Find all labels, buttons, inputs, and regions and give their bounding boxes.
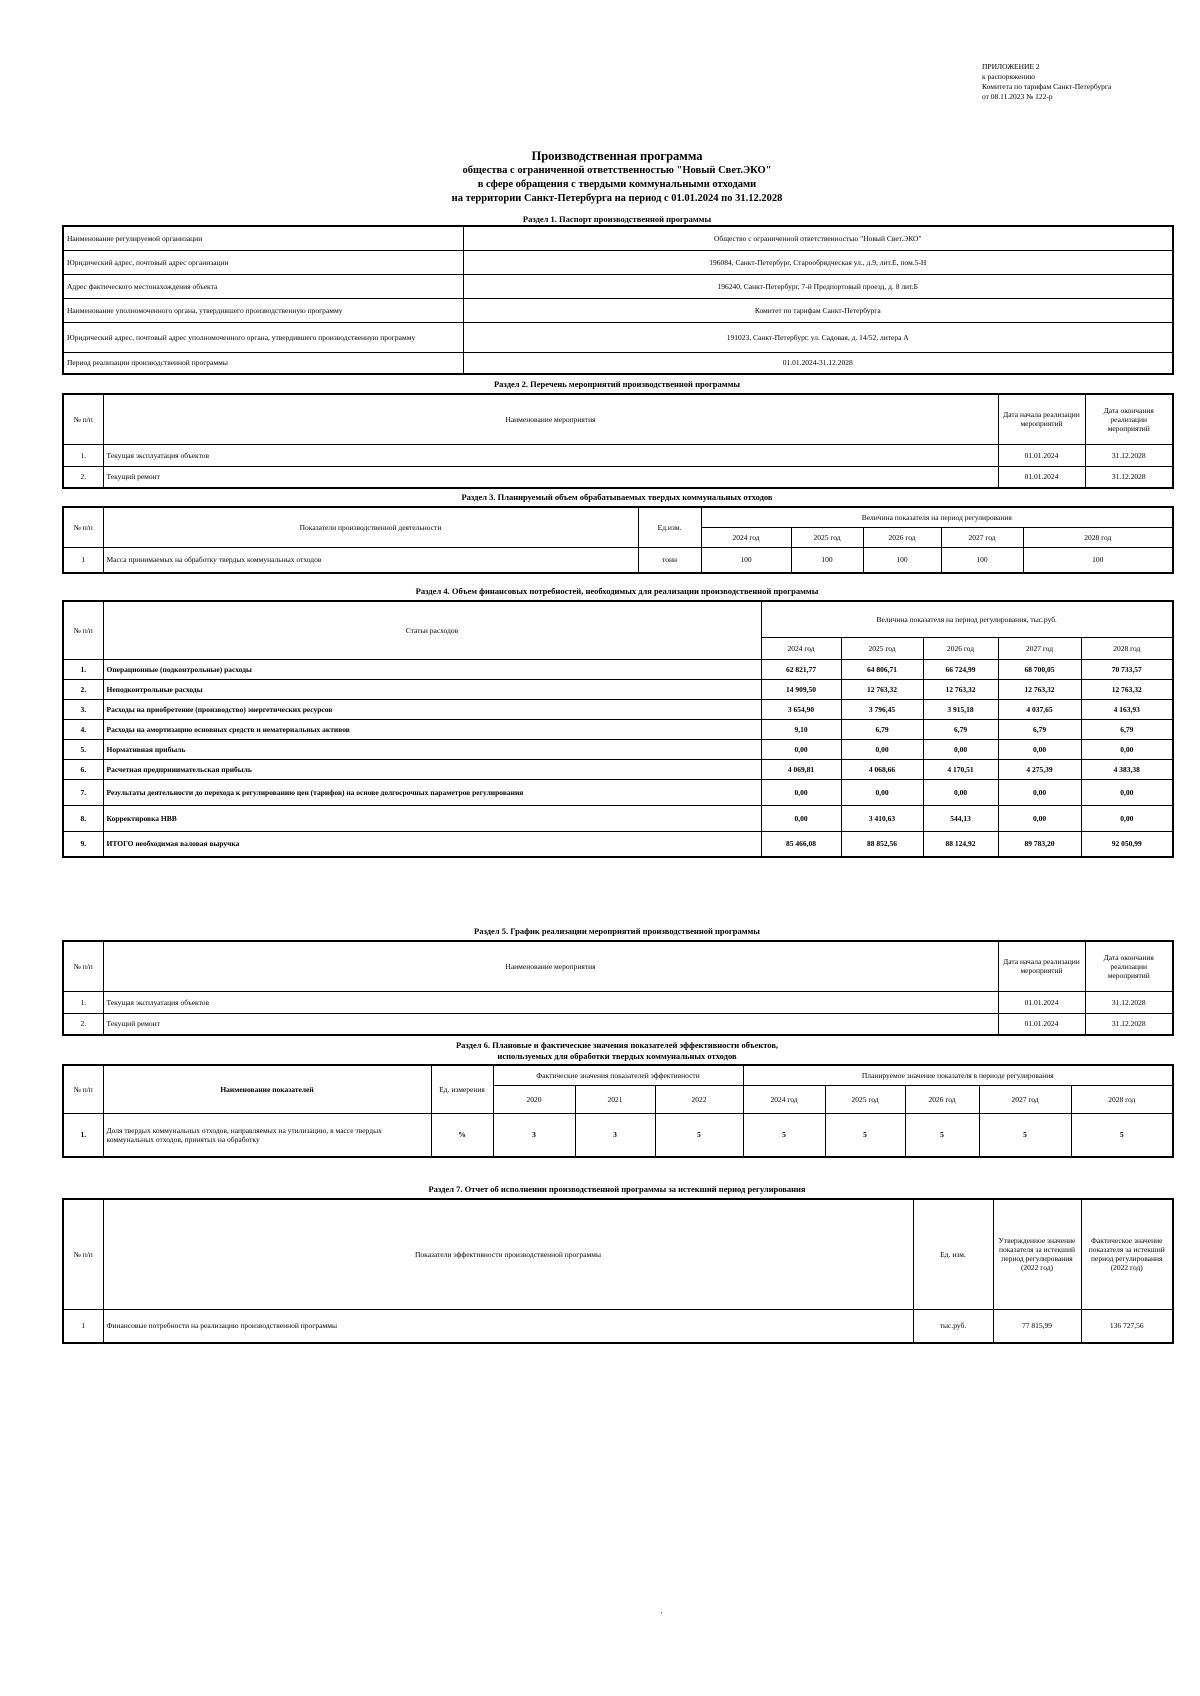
- row-unit: %: [431, 1113, 493, 1157]
- volume-table: [62, 506, 1174, 574]
- header-year: 2024 год: [701, 527, 791, 547]
- passport-value: 196240, Санкт-Петербург, 7-й Предпортовый проезд, д. 8 лит.Б: [463, 274, 1173, 298]
- row-value: 12 763,32: [998, 679, 1081, 699]
- header-year: 2026 год: [923, 637, 998, 659]
- header-year: 2027 год: [998, 637, 1081, 659]
- table-row: [63, 1013, 1173, 1035]
- row-value: 88 852,56: [841, 831, 923, 857]
- header-fact-group: Фактические значения показателей эффективности: [493, 1065, 743, 1085]
- row-name: Нормативная прибыль: [103, 739, 761, 759]
- row-end-date: 31.12.2028: [1085, 466, 1173, 488]
- section-3-heading: Раздел 3. Планируемый объем обрабатываемых твердых коммунальных отходов: [461, 492, 773, 502]
- row-end-date: 31.12.2028: [1085, 1013, 1173, 1035]
- section-6-heading-line-2: используемых для обработки твердых коммунальных отходов: [497, 1051, 737, 1061]
- row-start-date: 01.01.2024: [998, 444, 1085, 466]
- row-name: Текущая эксплуатация объектов: [103, 991, 998, 1013]
- row-value: 5: [905, 1113, 979, 1157]
- row-value: 4 068,66: [841, 759, 923, 779]
- page-mark: ·: [660, 1608, 663, 1618]
- row-name: Доля твердых коммунальных отходов, направляемых на утилизацию, в массе твердых коммунальных отходов, принятых на обработку: [103, 1113, 431, 1157]
- passport-label: Наименование уполномоченного органа, утвердившего производственную программу: [63, 298, 463, 322]
- header-num: № п/п: [63, 941, 103, 991]
- row-num: 3.: [63, 699, 103, 719]
- row-value: 4 069,81: [761, 759, 841, 779]
- header-year: 2020: [493, 1085, 575, 1113]
- row-name: Расходы на амортизацию основных средств и нематериальных активов: [103, 719, 761, 739]
- row-name: ИТОГО необходимая валовая выручка: [103, 831, 761, 857]
- passport-value: 01.01.2024-31.12.2028: [463, 352, 1173, 374]
- appendix-line: от 08.11.2023 № 122-р: [982, 92, 1053, 101]
- table-row: [63, 226, 1173, 250]
- header-start-date: Дата начала реализации мероприятий: [998, 941, 1085, 991]
- table-row: [63, 274, 1173, 298]
- title-line: на территории Санкт-Петербурга на период с 01.01.2024 по 31.12.2028: [451, 193, 783, 204]
- header-year: 2028 год: [1071, 1085, 1173, 1113]
- appendix-note: [982, 62, 1111, 102]
- row-name: Операционные (подконтрольные) расходы: [103, 659, 761, 679]
- passport-label: Наименование регулируемой организации: [63, 226, 463, 250]
- table-row: [63, 352, 1173, 374]
- row-name: Результаты деятельности до перехода к регулированию цен (тарифов) на основе долгосрочных параметров регулирования: [103, 779, 761, 805]
- row-name: Расходы на приобретение (производство) энергетических ресурсов: [103, 699, 761, 719]
- row-value: 12 763,32: [923, 679, 998, 699]
- table-header-row: [63, 1199, 1173, 1309]
- row-value: 0,00: [761, 739, 841, 759]
- table-row: [63, 739, 1173, 759]
- row-value: 64 806,71: [841, 659, 923, 679]
- row-value: 6,79: [1081, 719, 1173, 739]
- row-num: 1.: [63, 659, 103, 679]
- header-name: Показатели эффективности производственной программы: [103, 1199, 913, 1309]
- appendix-line: Комитета по тарифам Санкт-Петербурга: [982, 82, 1112, 91]
- table-header-row: [63, 507, 1173, 527]
- header-year: 2028 год: [1023, 527, 1173, 547]
- report-table: [62, 1198, 1174, 1344]
- row-name: Текущий ремонт: [103, 1013, 998, 1035]
- row-value: 0,00: [1081, 779, 1173, 805]
- row-value: 14 909,50: [761, 679, 841, 699]
- row-value: 89 783,20: [998, 831, 1081, 857]
- row-value: 100: [701, 547, 791, 573]
- row-start-date: 01.01.2024: [998, 991, 1085, 1013]
- header-year: 2025 год: [841, 637, 923, 659]
- row-value: 9,10: [761, 719, 841, 739]
- row-value: 5: [1071, 1113, 1173, 1157]
- header-name: Наименование мероприятия: [103, 394, 998, 444]
- header-start-date: Дата начала реализации мероприятий: [998, 394, 1085, 444]
- title-line: Производственная программа: [531, 149, 703, 163]
- header-name: Показатели производственной деятельности: [103, 507, 638, 547]
- title-line: общества с ограниченной ответственностью "Новый Свет.ЭКО": [462, 165, 772, 176]
- measures-table: [62, 393, 1174, 489]
- passport-value: 196084, Санкт-Петербург, Старообрядческая ул., д.9, лит.Е, пом.5-Н: [463, 250, 1173, 274]
- document-title: [62, 148, 1172, 206]
- row-unit: тонн: [638, 547, 701, 573]
- table-row: [63, 805, 1173, 831]
- row-value: 5: [743, 1113, 825, 1157]
- efficiency-table: [62, 1064, 1174, 1158]
- row-value: 6,79: [923, 719, 998, 739]
- header-num: № п/п: [63, 1065, 103, 1113]
- header-num: № п/п: [63, 601, 103, 659]
- row-value: 0,00: [998, 739, 1081, 759]
- row-value: 0,00: [998, 779, 1081, 805]
- header-group: Величина показателя на период регулирования, тыс.руб.: [761, 601, 1173, 637]
- header-year: 2024 год: [743, 1085, 825, 1113]
- row-value: 0,00: [1081, 739, 1173, 759]
- table-row: [63, 779, 1173, 805]
- row-value: 4 275,39: [998, 759, 1081, 779]
- row-num: 2.: [63, 466, 103, 488]
- header-num: № п/п: [63, 394, 103, 444]
- row-value: 62 821,77: [761, 659, 841, 679]
- row-name: Текущий ремонт: [103, 466, 998, 488]
- row-num: 1: [63, 1309, 103, 1343]
- table-row: [63, 719, 1173, 739]
- header-actual: Фактическое значение показателя за истекший период регулирования (2022 год): [1081, 1199, 1173, 1309]
- row-value: 0,00: [923, 779, 998, 805]
- table-header-row: [63, 394, 1173, 444]
- row-num: 5.: [63, 739, 103, 759]
- table-header-row: [63, 941, 1173, 991]
- section-5-heading: Раздел 5. График реализации мероприятий производственной программы: [474, 926, 760, 936]
- row-value: 4 037,65: [998, 699, 1081, 719]
- table-row: [63, 298, 1173, 322]
- header-year: 2024 год: [761, 637, 841, 659]
- row-num: 2.: [63, 679, 103, 699]
- row-name: Неподконтрольные расходы: [103, 679, 761, 699]
- header-year: 2022: [655, 1085, 743, 1113]
- row-value: 0,00: [841, 739, 923, 759]
- row-value: 100: [1023, 547, 1173, 573]
- row-value: 3 410,63: [841, 805, 923, 831]
- row-end-date: 31.12.2028: [1085, 991, 1173, 1013]
- row-value: 3 654,90: [761, 699, 841, 719]
- row-value: 0,00: [841, 779, 923, 805]
- header-year: 2025 год: [791, 527, 863, 547]
- table-row: [63, 679, 1173, 699]
- header-unit: Ед. измерения: [431, 1065, 493, 1113]
- row-num: 1.: [63, 444, 103, 466]
- header-name: Наименование мероприятия: [103, 941, 998, 991]
- header-name: Статьи расходов: [103, 601, 761, 659]
- row-value: 12 763,32: [841, 679, 923, 699]
- passport-value: Общество с ограниченной ответственностью "Новый Свет.ЭКО": [463, 226, 1173, 250]
- table-row: [63, 759, 1173, 779]
- row-value: 100: [863, 547, 941, 573]
- row-approved-value: 77 815,99: [993, 1309, 1081, 1343]
- section-6-heading: Раздел 6. Плановые и фактические значения показателей эффективности объектов,: [455, 1040, 779, 1050]
- header-year: 2026 год: [905, 1085, 979, 1113]
- row-name: Финансовые потребности на реализацию производственной программы: [103, 1309, 913, 1343]
- table-row: [63, 991, 1173, 1013]
- passport-value: Комитет по тарифам Санкт-Петербурга: [463, 298, 1173, 322]
- section-1-heading: Раздел 1. Паспорт производственной программы: [522, 214, 712, 224]
- row-num: 4.: [63, 719, 103, 739]
- table-header-row: [63, 1065, 1173, 1085]
- header-end-date: Дата окончания реализации мероприятий: [1085, 394, 1173, 444]
- row-value: 0,00: [1081, 805, 1173, 831]
- row-value: 5: [979, 1113, 1071, 1157]
- header-approved: Утвержденное значение показателя за истекший период регулирования (2022 год): [993, 1199, 1081, 1309]
- row-value: 92 050,99: [1081, 831, 1173, 857]
- row-name: Масса принимаемых на обработку твердых коммунальных отходов: [103, 547, 638, 573]
- row-num: 1: [63, 547, 103, 573]
- row-value: 5: [825, 1113, 905, 1157]
- row-value: 6,79: [998, 719, 1081, 739]
- row-value: 4 170,51: [923, 759, 998, 779]
- header-year: 2026 год: [863, 527, 941, 547]
- row-name: Текущая эксплуатация объектов: [103, 444, 998, 466]
- table-row: [63, 1113, 1173, 1157]
- header-end-date: Дата окончания реализации мероприятий: [1085, 941, 1173, 991]
- row-value: 70 733,57: [1081, 659, 1173, 679]
- row-value: 0,00: [923, 739, 998, 759]
- table-row: [63, 250, 1173, 274]
- row-value: 85 466,08: [761, 831, 841, 857]
- row-value: 12 763,32: [1081, 679, 1173, 699]
- table-row: [63, 699, 1173, 719]
- header-num: № п/п: [63, 1199, 103, 1309]
- row-end-date: 31.12.2028: [1085, 444, 1173, 466]
- row-name: Корректировка НВВ: [103, 805, 761, 831]
- row-value: 6,79: [841, 719, 923, 739]
- table-row: [63, 444, 1173, 466]
- row-unit: тыс.руб.: [913, 1309, 993, 1343]
- row-value: 544,13: [923, 805, 998, 831]
- row-value: 3 915,18: [923, 699, 998, 719]
- row-value: 66 724,99: [923, 659, 998, 679]
- row-num: 1.: [63, 1113, 103, 1157]
- appendix-line: к распоряжению: [982, 72, 1035, 81]
- row-value: 100: [941, 547, 1023, 573]
- header-unit: Ед. изм.: [913, 1199, 993, 1309]
- passport-label: Период реализации производственной программы: [63, 352, 463, 374]
- finance-table: [62, 600, 1174, 858]
- row-value: 0,00: [761, 805, 841, 831]
- table-row-total: [63, 831, 1173, 857]
- row-actual-value: 136 727,56: [1081, 1309, 1173, 1343]
- row-num: 6.: [63, 759, 103, 779]
- header-plan-group: Планируемое значение показателя в периоде регулирования: [743, 1065, 1173, 1085]
- header-year: 2025 год: [825, 1085, 905, 1113]
- schedule-table: [62, 940, 1174, 1036]
- passport-label: Адрес фактического местонахождения объекта: [63, 274, 463, 298]
- passport-label: Юридический адрес, почтовый адрес уполномоченного органа, утвердившего производственную программу: [63, 322, 463, 352]
- row-value: 3: [575, 1113, 655, 1157]
- row-num: 7.: [63, 779, 103, 805]
- table-row: [63, 547, 1173, 573]
- section-2-heading: Раздел 2. Перечень мероприятий производственной программы: [493, 379, 740, 389]
- title-line: в сфере обращения с твердыми коммунальными отходами: [477, 179, 757, 190]
- table-row: [63, 1309, 1173, 1343]
- row-value: 4 163,93: [1081, 699, 1173, 719]
- row-value: 88 124,92: [923, 831, 998, 857]
- header-unit: Ед.изм.: [638, 507, 701, 547]
- row-value: 0,00: [998, 805, 1081, 831]
- header-name: Наименование показателей: [103, 1065, 431, 1113]
- row-value: 100: [791, 547, 863, 573]
- row-start-date: 01.01.2024: [998, 466, 1085, 488]
- table-row: [63, 659, 1173, 679]
- section-7-heading: Раздел 7. Отчет об исполнении производственной программы за истекший период регулирования: [428, 1184, 806, 1194]
- row-value: 4 383,38: [1081, 759, 1173, 779]
- row-value: 68 700,05: [998, 659, 1081, 679]
- row-name: Расчетная предпринимательская прибыль: [103, 759, 761, 779]
- row-value: 3 796,45: [841, 699, 923, 719]
- row-value: 3: [493, 1113, 575, 1157]
- row-num: 8.: [63, 805, 103, 831]
- table-row: [63, 322, 1173, 352]
- row-num: 9.: [63, 831, 103, 857]
- header-num: № п/п: [63, 507, 103, 547]
- row-value: 5: [655, 1113, 743, 1157]
- table-header-row: [63, 601, 1173, 637]
- header-group: Величина показателя на период регулирования: [701, 507, 1173, 527]
- section-4-heading: Раздел 4. Объем финансовых потребностей, необходимых для реализации производственной программы: [415, 586, 819, 596]
- header-year: 2028 год: [1081, 637, 1173, 659]
- row-start-date: 01.01.2024: [998, 1013, 1085, 1035]
- row-value: 0,00: [761, 779, 841, 805]
- row-num: 2.: [63, 1013, 103, 1035]
- passport-value: 191023, Санкт-Петербург, ул. Садовая, д. 14/52, литера А: [463, 322, 1173, 352]
- table-row: [63, 466, 1173, 488]
- header-year: 2027 год: [979, 1085, 1071, 1113]
- header-year: 2021: [575, 1085, 655, 1113]
- passport-label: Юридический адрес, почтовый адрес организации: [63, 250, 463, 274]
- header-year: 2027 год: [941, 527, 1023, 547]
- appendix-line: ПРИЛОЖЕНИЕ 2: [982, 62, 1040, 71]
- passport-table: [62, 225, 1174, 375]
- row-num: 1.: [63, 991, 103, 1013]
